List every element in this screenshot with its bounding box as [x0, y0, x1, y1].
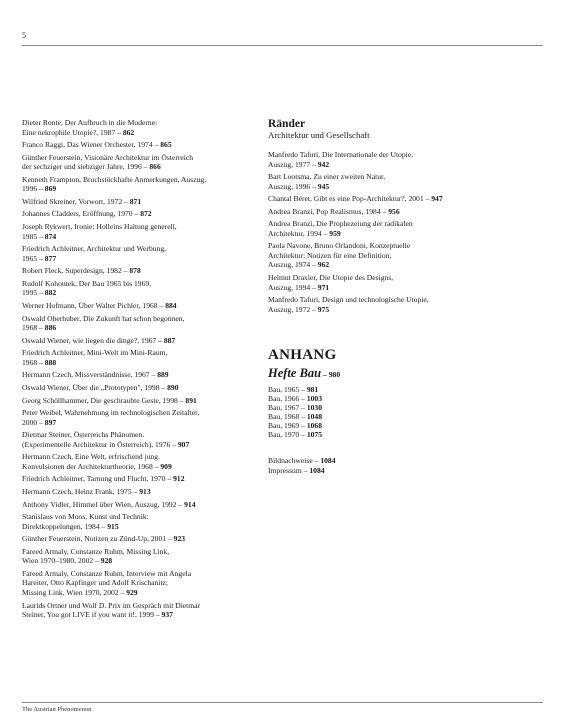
entry-text: Joseph Rykwert, Ironie: Holleins Haltung generell, 1985 –: [22, 222, 177, 241]
entry-page-number: 947: [431, 194, 443, 204]
entry-page-number: 890: [167, 382, 179, 392]
entry-text: Bau, 1970 –: [268, 430, 307, 440]
bau-issue-entry: [268, 385, 543, 394]
toc-entry: [268, 219, 543, 238]
toc-entry: [268, 172, 543, 191]
entry-page-number: 865: [160, 140, 172, 150]
entry-text: Bau, 1965 –: [268, 385, 307, 395]
entry-text: Paola Navone, Bruno Orlandoni, Konzeptuelle Architektur: Notizen für eine Definition, Auszug, 1974 –: [268, 241, 411, 270]
entry-page-number: 874: [44, 231, 57, 241]
entry-text: Fareed Armaly, Constanze Ruhm, Interview mit Angela Hareiter, Otto Kapfinger und Adolf Krischanitz; Missing Link, Wien 1970, 2002 –: [22, 568, 192, 597]
toc-entry: [22, 266, 267, 276]
entry-text: Andrea Branzi, Pop Realismus, 1984 –: [268, 206, 389, 216]
page-number: 5: [22, 31, 26, 40]
entry-text: Dieter Ronte, Der Aufbruch in die Moderne: Eine nekrophile Utopie?, 1987 –: [22, 118, 158, 137]
entry-page-number: 937: [161, 610, 173, 620]
toc-entry: [22, 383, 267, 393]
entry-text: Franco Raggi, Das Wiener Orchester, 1974 –: [22, 140, 161, 150]
entry-page-number: 1084: [309, 465, 325, 475]
appendix-entry: [268, 466, 543, 476]
entry-page-number: 872: [140, 209, 152, 219]
entry-page-number: 1030: [306, 403, 322, 413]
entry-page-number: 915: [107, 521, 119, 531]
toc-entry: [22, 175, 267, 194]
toc-entry: [22, 197, 267, 207]
toc-entry: [22, 222, 267, 241]
hefte-bau-separator: –: [321, 370, 329, 380]
entry-text: Georg Schöllhammer, Die geschraubte Geste, 1998 –: [22, 395, 186, 405]
toc-right-column: [268, 118, 543, 475]
toc-entry: [22, 452, 267, 471]
entry-page-number: 929: [126, 587, 138, 597]
entry-page-number: 909: [160, 461, 172, 471]
toc-entry: [268, 241, 543, 270]
toc-entry: [268, 273, 543, 292]
entry-text: Oswald Wiener, wie liegen die dinge?, 1967 –: [22, 335, 164, 345]
entry-text: Bart Lootsma, Zu einer zweiten Natur, Auszug, 1996 –: [268, 172, 386, 191]
entry-page-number: 891: [185, 395, 197, 405]
entry-text: Bau, 1967 –: [268, 403, 307, 413]
toc-entry: [22, 153, 267, 172]
entry-page-number: 1068: [306, 421, 322, 431]
entry-page-number: 1084: [320, 456, 336, 466]
entry-page-number: 981: [306, 385, 319, 395]
toc-entry: [22, 500, 267, 510]
bottom-rule: [22, 702, 543, 703]
toc-entry: [22, 430, 267, 449]
toc-left-column: [22, 118, 267, 623]
toc-entry: [22, 336, 267, 346]
bau-issue-entry: [268, 421, 543, 430]
top-rule: [22, 45, 543, 46]
entry-page-number: 914: [184, 499, 196, 509]
entry-text: Chantal Béret, Gibt es eine Pop-Architektur?, 2001 –: [268, 194, 432, 204]
entry-page-number: 923: [173, 534, 186, 544]
entry-text: Friedrich Achleitner, Architektur und Werbung, 1965 –: [22, 244, 167, 263]
entry-text: Bau, 1969 –: [268, 421, 307, 431]
entry-page-number: 945: [317, 181, 330, 191]
entry-page-number: 912: [173, 474, 185, 484]
bau-issue-entry: [268, 430, 543, 439]
entry-page-number: 1048: [306, 412, 322, 422]
entry-text: Wilfried Skreiner, Vorwort, 1972 –: [22, 196, 130, 206]
entry-page-number: 884: [165, 300, 177, 310]
entry-page-number: 866: [149, 162, 161, 172]
entry-text: Stanislaus von Moos, Kunst und Technik: Direktkoppelungen, 1984 –: [22, 512, 149, 531]
toc-entry: [22, 370, 267, 380]
entry-page-number: 882: [44, 288, 57, 298]
toc-entry: [22, 348, 267, 367]
toc-entry: [22, 408, 267, 427]
entry-text: Friedrich Achleitner, Mini-Welt im Mini-Raum, 1968 –: [22, 348, 168, 367]
entry-text: Anthony Vidler, Himmel über Wien, Auszug, 1992 –: [22, 499, 185, 509]
entry-page-number: 888: [44, 357, 57, 367]
entry-page-number: 1003: [306, 394, 322, 404]
appendix-entry: [268, 456, 543, 466]
entry-text: Hermann Czech, Heinz Frank, 1975 –: [22, 486, 140, 496]
entry-text: Werner Hofmann, Über Walter Pichler, 1968 –: [22, 300, 166, 310]
entry-text: Bildnachweise –: [268, 456, 321, 466]
toc-entry: [22, 209, 267, 219]
entry-page-number: 959: [329, 228, 341, 238]
entry-text: Oswald Wiener, Über die „Prototypen", 1998 –: [22, 382, 168, 392]
entry-text: Bau, 1966 –: [268, 394, 307, 404]
toc-entry: [22, 118, 267, 137]
toc-entry: [22, 279, 267, 298]
toc-entry: [22, 314, 267, 333]
toc-entry: [22, 487, 267, 497]
hefte-bau-page: 980: [328, 370, 341, 380]
raender-entry-list: [268, 150, 543, 314]
entry-page-number: 956: [388, 206, 400, 216]
toc-entry: [22, 244, 267, 263]
entry-page-number: 887: [163, 335, 176, 345]
entry-text: Hermann Czech, Missverständnisse, 1967 –: [22, 370, 158, 380]
section-subtitle-raender: Architektur und Gesellschaft: [268, 130, 370, 140]
toc-entry: [22, 140, 267, 150]
entry-page-number: 975: [317, 304, 330, 314]
entry-text: Laurids Ortner und Wolf D. Prix im Gespräch mit Dietmar Steiner, You got LIVE if you want it!, 1999 –: [22, 600, 201, 620]
entry-page-number: 869: [44, 184, 57, 194]
toc-entry: [22, 569, 267, 598]
bau-issue-list: [268, 385, 543, 439]
footer-title: The Austrian Phenomenon: [22, 706, 92, 713]
toc-entry: [22, 512, 267, 531]
section-title-raender: Ränder: [268, 118, 306, 130]
entry-page-number: 886: [44, 323, 57, 333]
entry-text: Oswald Oberhuber, Die Zukunft hat schon begonnen, 1968 –: [22, 313, 185, 333]
toc-entry: [268, 295, 543, 314]
appendix-misc-list: [268, 456, 543, 475]
entry-page-number: 878: [129, 266, 141, 276]
toc-entry: [22, 474, 267, 484]
entry-text: Kenneth Frampton, Bruchstückhafte Anmerkungen, Auszug, 1996 –: [22, 174, 207, 194]
toc-entry: [22, 547, 267, 566]
entry-page-number: 971: [317, 282, 330, 292]
toc-entry: [22, 301, 267, 311]
entry-page-number: 877: [44, 253, 57, 263]
entry-page-number: 942: [317, 159, 330, 169]
entry-text: Friedrich Achleitner, Tarnung und Flucht, 1970 –: [22, 474, 174, 484]
toc-entry: [268, 207, 543, 217]
entry-text: Günther Feuerstein, Notizen zu Zünd-Up, 2001 –: [22, 534, 174, 544]
entry-text: Dietmar Steiner, Österreichs Phänomen. (Experimentelle Architektur in Österreich), 1976 –: [22, 430, 176, 449]
section-title-anhang: ANHANG: [268, 347, 337, 364]
entry-text: Helmut Draxler, Die Utopie des Designs, Auszug, 1994 –: [268, 273, 394, 292]
entry-page-number: 907: [177, 439, 190, 449]
entry-page-number: 928: [100, 556, 113, 566]
entry-page-number: 862: [122, 127, 135, 137]
entry-text: Günther Feuerstein, Visionäre Architektur im Österreich der sechziger und siebziger Jahre, 1996 –: [22, 152, 194, 172]
toc-entry: [22, 534, 267, 544]
entry-text: Hermann Czech, Eine Welt, erfrischend jung. Konvulsionen der Architekturtheorie, 1968 –: [22, 452, 160, 471]
entry-text: Johannes Cladders, Eröffnung, 1970 –: [22, 209, 141, 219]
entry-text: Rudolf Kohoutek, Der Bau 1965 bis 1969, 1995 –: [22, 278, 152, 298]
bau-issue-entry: [268, 403, 543, 412]
hefte-bau-title: Hefte Bau: [268, 366, 322, 381]
entry-text: Fareed Armaly, Constanze Ruhm, Missing Link, Wien 1970–1980, 2002 –: [22, 546, 170, 566]
entry-page-number: 871: [129, 196, 142, 206]
toc-entry: [268, 150, 543, 169]
entry-text: Manfredo Tafuri, Design und technologische Utopie, Auszug, 1972 –: [268, 295, 429, 314]
entry-text: Impressum –: [268, 465, 310, 475]
entry-page-number: 897: [44, 417, 57, 427]
entry-page-number: 889: [157, 370, 169, 380]
hefte-bau-heading: [268, 366, 543, 382]
toc-entry: [22, 601, 267, 620]
entry-page-number: 962: [317, 260, 330, 270]
toc-entry: [22, 396, 267, 406]
entry-page-number: 913: [139, 486, 151, 496]
toc-entry: [268, 194, 543, 204]
entry-text: Robert Fleck, Superdesign, 1982 –: [22, 266, 130, 276]
bau-issue-entry: [268, 394, 543, 403]
entry-text: Peter Weibel, Wahrnehmung im technologischen Zeitalter, 2000 –: [22, 408, 200, 427]
entry-page-number: 1075: [306, 430, 322, 440]
entry-text: Manfredo Tafuri, Die Internationale der Utopie, Auszug, 1977 –: [268, 150, 414, 169]
entry-text: Andrea Branzi, Die Prophezeiung der radikalen Architektur, 1994 –: [268, 219, 413, 238]
bau-issue-entry: [268, 412, 543, 421]
entry-text: Bau, 1968 –: [268, 412, 307, 422]
